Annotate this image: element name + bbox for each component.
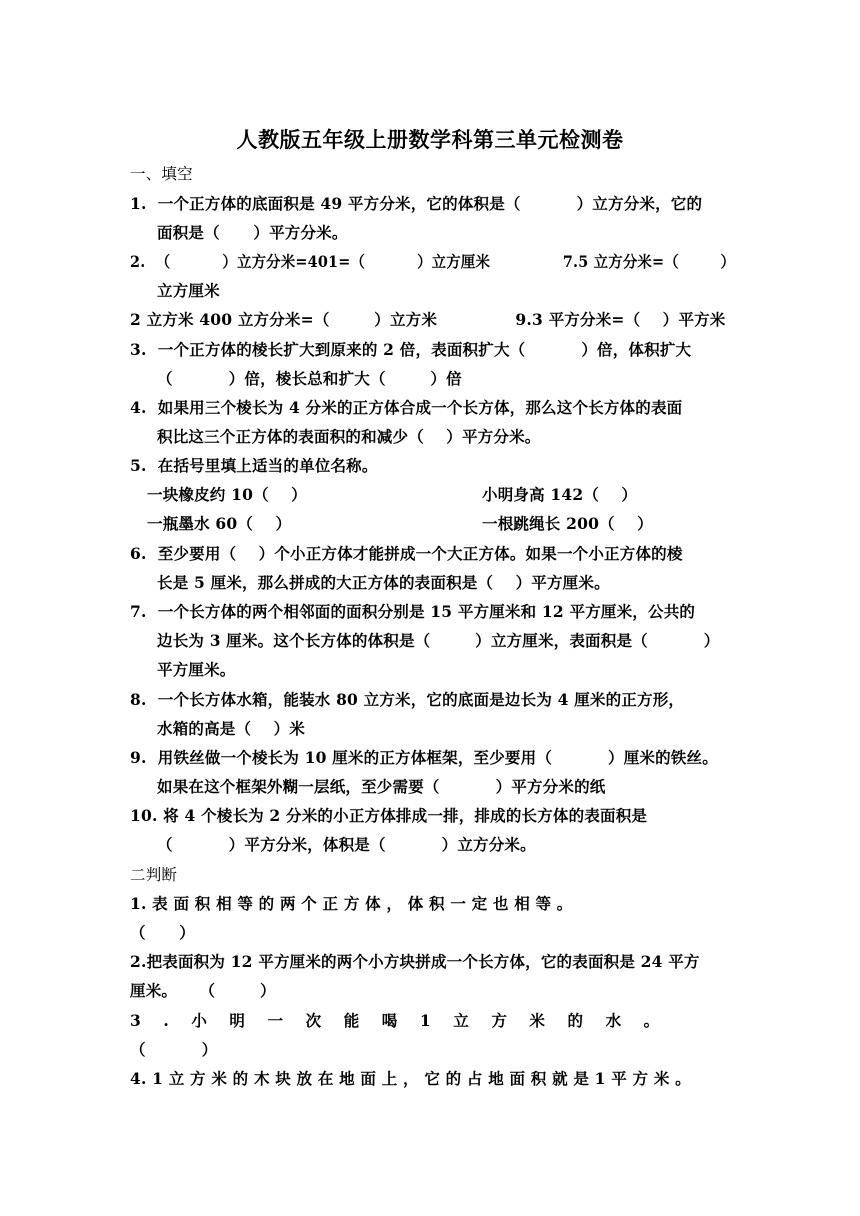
question-7-line-1: 7. 一个长方体的两个相邻面的面积分别是 15 平方厘米和 12 平方厘米，公共的: [130, 602, 696, 621]
question-5-item-ink: 一瓶墨水 60（ ）: [147, 514, 292, 533]
question-7-line-2: 边长为 3 厘米。这个长方体的体积是（ ）立方厘米，表面积是（ ）: [157, 631, 720, 650]
question-9-line-2: 如果在这个框架外糊一层纸，至少需要（ ）平方分米的纸: [157, 777, 606, 796]
question-5-line-1: 5. 在括号里填上适当的单位名称。: [130, 456, 378, 475]
question-10-line-1: 10. 将 4 个棱长为 2 分米的小正方体排成一排，排成的长方体的表面积是: [130, 806, 648, 825]
judgement-3-line-2: （ ）: [130, 1040, 218, 1059]
judgement-2-line-1: 2.把表面积为 12 平方厘米的两个小方块拼成一个长方体，它的表面积是 24 平方: [130, 952, 700, 971]
question-7-line-3: 平方厘米。: [157, 660, 236, 679]
judgement-1-line-1: 1. 表 面 积 相 等 的 两 个 正 方 体 ， 体 积 一 定 也 相 等 。: [130, 894, 573, 913]
question-2-line-3: 2 立方米 400 立方分米=（ ）立方米 9.3 平方分米=（ ）平方米: [130, 310, 726, 329]
question-8-line-1: 8. 一个长方体水箱，能装水 80 立方米，它的底面是边长为 4 厘米的正方形，: [130, 690, 685, 709]
question-3-line-1: 3. 一个正方体的棱长扩大到原来的 2 倍，表面积扩大（ ）倍，体积扩大: [130, 340, 692, 359]
judgement-2-line-2: 厘米。 （ ）: [130, 981, 276, 1000]
question-1-line-1: 1. 一个正方体的底面积是 49 平方分米，它的体积是（ ）立方分米，它的: [130, 194, 703, 213]
question-3-line-2: （ ）倍，棱长总和扩大（ ）倍: [157, 369, 462, 388]
question-2-line-1: 2. （ ）立方分米=401=（ ）立方厘米 7.5 立方分米=（ ）: [130, 252, 736, 271]
question-4-line-1: 4. 如果用三个棱长为 4 分米的正方体合成一个长方体，那么这个长方体的表面: [130, 398, 683, 417]
question-1-line-2: 面积是（ ）平方分米。: [157, 223, 348, 242]
question-6-line-2: 长是 5 厘米，那么拼成的大正方体的表面积是（ ）平方厘米。: [157, 573, 610, 592]
question-2-line-2: 立方厘米: [157, 281, 220, 300]
question-5-item-eraser: 一块橡皮约 10（ ）: [147, 485, 307, 504]
judgement-3-line-1: 3 . 小 明 一 次 能 喝 1 立 方 米 的 水 。: [130, 1011, 660, 1030]
question-5-item-rope: 一根跳绳长 200（ ）: [482, 514, 653, 533]
question-4-line-2: 积比这三个正方体的表面积的和减少（ ）平方分米。: [157, 427, 541, 446]
question-5-item-height: 小明身高 142（ ）: [482, 485, 638, 504]
section-heading-fill-blank: 一、填空: [130, 165, 193, 183]
question-8-line-2: 水箱的高是（ ）米: [157, 719, 305, 738]
question-6-line-1: 6. 至少要用（ ）个小正方体才能拼成一个大正方体。如果一个小正方体的棱: [130, 544, 683, 563]
question-10-line-2: （ ）平方分米，体积是（ ）立方分米。: [157, 835, 536, 854]
page-title: 人教版五年级上册数学科第三单元检测卷: [236, 127, 624, 152]
section-heading-judgement: 二判断: [130, 866, 178, 884]
judgement-4-line-1: 4. 1 立 方 米 的 木 块 放 在 地 面 上 ， 它 的 占 地 面 积 就 是 1 平 方 米 。: [130, 1069, 691, 1088]
question-9-line-1: 9. 用铁丝做一个棱长为 10 厘米的正方体框架，至少要用（ ）厘米的铁丝。: [130, 748, 718, 767]
judgement-1-line-2: （ ）: [130, 923, 195, 942]
